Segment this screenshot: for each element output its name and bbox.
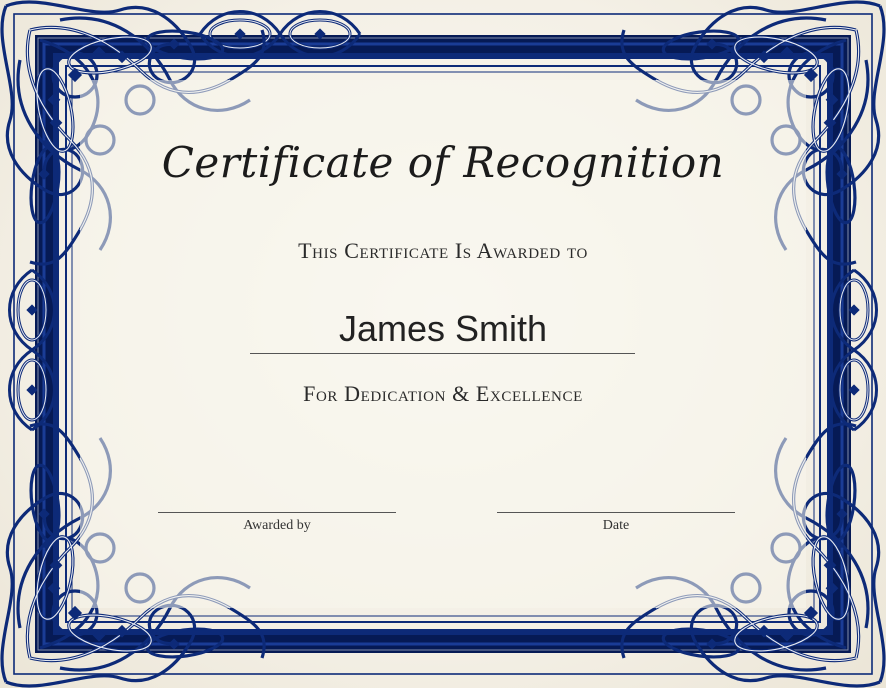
date-label: Date [602,518,630,533]
date-signature-line [497,512,735,513]
recipient-name-underline [250,353,635,354]
certificate-title: Certificate of Recognition [161,138,725,187]
awarded-by-signature-line [158,512,396,513]
awarded-by-label: Awarded by [243,518,311,533]
recipient-name: James Smith [338,308,548,349]
award-reason: For Dedication & Excellence [303,381,583,406]
awarded-to-caption: This Certificate Is Awarded to [298,238,588,263]
